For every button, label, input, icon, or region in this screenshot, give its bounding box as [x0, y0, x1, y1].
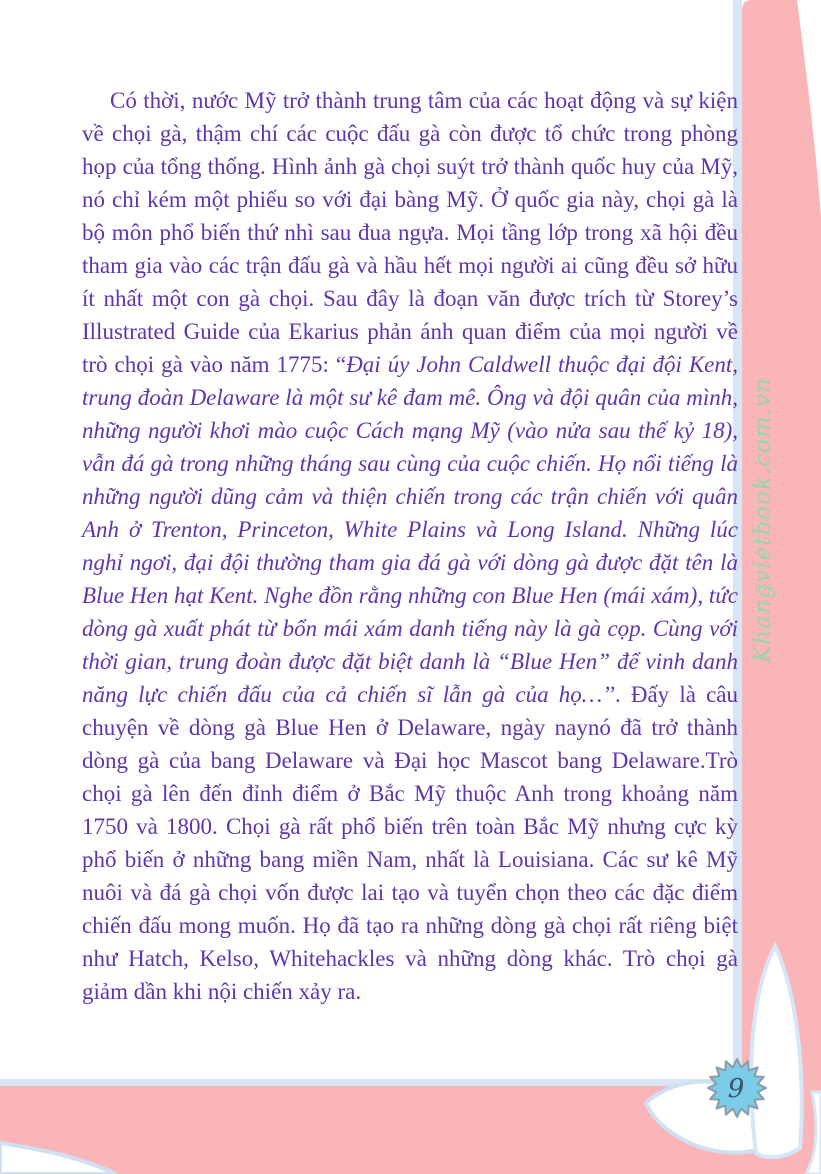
paragraph-segment-italic-quote: Đại úy John Caldwell thuộc đại đội Kent, trung đoàn Delaware là một sư kê đam mê. Ông và đội quân của mình, những người khơi mào cuộc Cách mạng Mỹ (vào nửa sau thế kỷ 18), vẫn đá gà trong những tháng sau cùng của cuộc chiến. Họ nổi tiếng là những người dũng cảm và thiện chiến trong các trận chiến với quân Anh ở Trenton, Princeton, White Plains và Long Island. Những lúc nghỉ ngơi, đại đội thường tham gia đá gà với dòng gà được đặt tên là Blue Hen hạt Kent. Nghe đồn rằng những con Blue Hen (mái xám), tức dòng gà xuất phát từ bổn mái xám danh tiếng này là gà cọp. Cùng với thời gian, trung đoàn được đặt biệt danh là “Blue Hen” để vinh danh năng lực chiến đấu của cả chiến sĩ lẫn gà của họ…’’	[82, 352, 739, 707]
paragraph-segment-normal: . Đấy là câu chuyện về dòng gà Blue Hen ở Delaware, ngày naynó đã trở thành dòng gà của bang Delaware và Đại học Mascot bang Delaware.Trò chọi gà lên đến đỉnh điểm ở Bắc Mỹ thuộc Anh trong khoảng năm 1750 và 1800. Chọi gà rất phổ biến trên toàn Bắc Mỹ nhưng cực kỳ phổ biến ở những bang miền Nam, nhất là Louisiana. Các sư kê Mỹ nuôi và đá gà chọi vốn được lai tạo và tuyển chọn theo các đặc điểm chiến đấu mong muốn. Họ đã tạo ra những dòng gà chọi rất riêng biệt như Hatch, Kelso, Whitehackles và những dòng khác. Trò chọi gà giảm dần khi nội chiến xảy ra.	[82, 682, 738, 1004]
blue-strip-horizontal	[0, 1079, 720, 1086]
paragraph-segment-normal: Có thời, nước Mỹ trở thành trung tâm của các hoạt động và sự kiện về chọi gà, thậm chí các cuộc đấu gà còn được tổ chức trong phòng họp của tổng thống. Hình ảnh gà chọi suýt trở thành quốc huy của Mỹ, nó chỉ kém một phiếu so với đại bàng Mỹ. Ở quốc gia này, chọi gà là bộ môn phổ biến thứ nhì sau đua ngựa. Mọi tầng lớp trong xã hội đều tham gia vào các trận đấu gà và hầu hết mọi người ai cũng đều sở hữu ít nhất một con gà chọi. Sau đây là đoạn văn được trích từ Storey’s Illustrated Guide của Ekarius phản ánh quan điểm của mọi người về trò chọi gà vào năm 1775: “	[82, 88, 738, 377]
page-text	[82, 84, 738, 1008]
page-number: 9	[727, 1074, 745, 1104]
paragraph	[82, 84, 738, 1008]
publisher-watermark: Khangvietbook.com.vn	[750, 377, 776, 663]
